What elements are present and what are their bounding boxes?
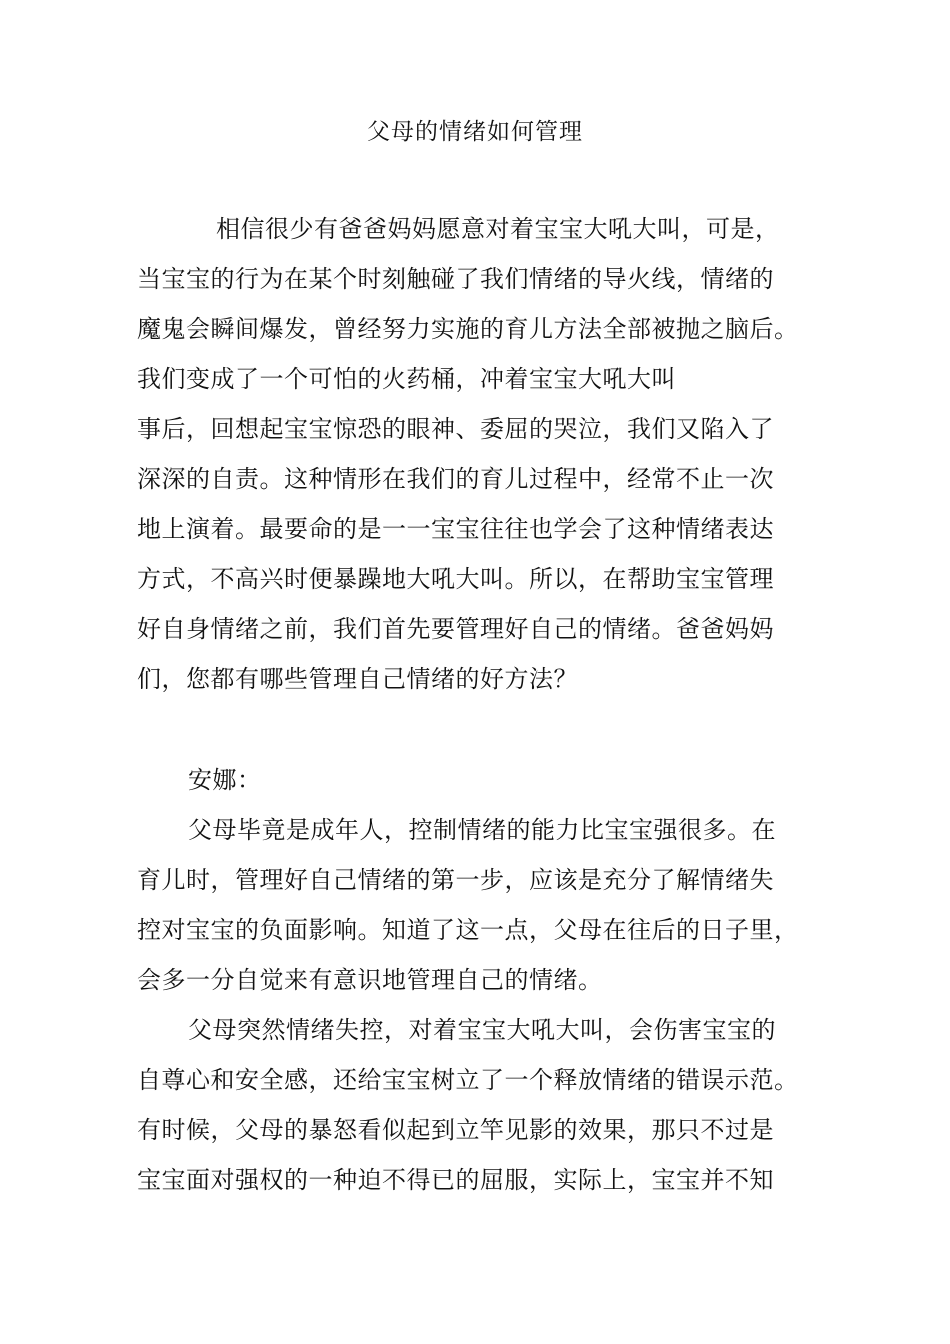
paragraph-line: 父母突然情绪失控，对着宝宝大吼大叫，会伤害宝宝的 [188,1016,776,1044]
paragraph-line: 相信很少有爸爸妈妈愿意对着宝宝大吼大叫，可是， [216,215,780,243]
paragraph-line: 魔鬼会瞬间爆发，曾经努力实施的育儿方法全部被抛之脑后。 [137,315,799,343]
paragraph-line: 自尊心和安全感，还给宝宝树立了一个释放情绪的错误示范。 [137,1066,799,1094]
paragraph-line: 有时候，父母的暴怒看似起到立竿见影的效果，那只不过是 [137,1116,774,1144]
paragraph-line: 父母毕竟是成年人，控制情绪的能力比宝宝强很多。在 [188,816,776,844]
paragraph-line: 宝宝面对强权的一种迫不得已的屈服，实际上，宝宝并不知 [137,1166,774,1194]
document-title: 父母的情绪如何管理 [367,119,583,145]
paragraph-line: 会多一分自觉来有意识地管理自己的情绪。 [137,966,603,994]
paragraph-line: 我们变成了一个可怕的火药桶，冲着宝宝大吼大叫 [137,365,676,393]
paragraph-line: 事后，回想起宝宝惊恐的眼神、委屈的哭泣，我们又陷入了 [137,415,774,443]
paragraph-line: 方式，不高兴时便暴躁地大吼大叫。所以，在帮助宝宝管理 [137,565,774,593]
paragraph-line: 好自身情绪之前，我们首先要管理好自己的情绪。爸爸妈妈 [137,615,774,643]
speaker-label: 安娜： [188,766,262,794]
paragraph-line: 地上演着。最要命的是一一宝宝往往也学会了这种情绪表达 [137,515,774,543]
paragraph-line: 们，您都有哪些管理自己情绪的好方法？ [137,665,578,693]
paragraph-line: 深深的自责。这种情形在我们的育儿过程中，经常不止一次 [137,465,774,493]
paragraph-line: 育儿时，管理好自己情绪的第一步，应该是充分了解情绪失 [137,866,774,894]
paragraph-line: 控对宝宝的负面影响。知道了这一点，父母在往后的日子里， [137,916,799,944]
paragraph-line: 当宝宝的行为在某个时刻触碰了我们情绪的导火线，情绪的 [137,265,774,293]
